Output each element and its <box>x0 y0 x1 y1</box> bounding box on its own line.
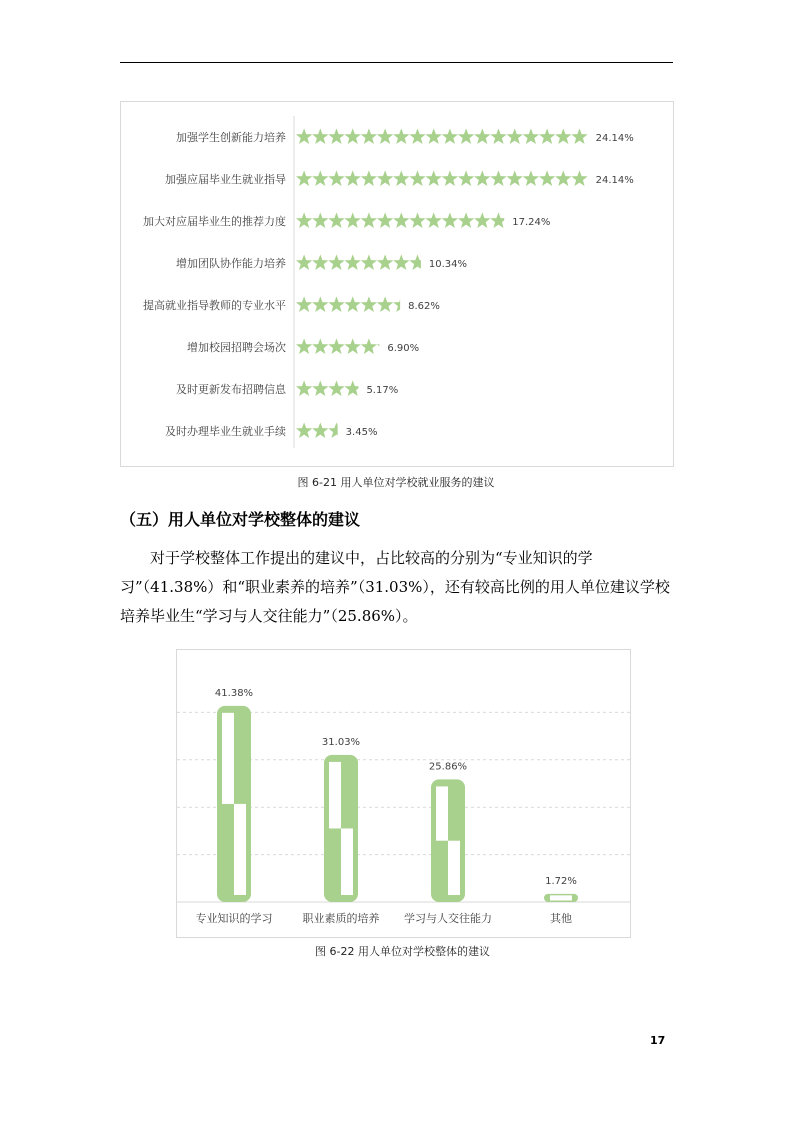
figure1-star-icon <box>458 128 474 144</box>
figure1-data-label: 8.62% <box>408 301 440 312</box>
page-number: 17 <box>650 1034 666 1047</box>
figure1-category-label: 增加团队协作能力培养 <box>176 257 286 270</box>
figure1-category-label: 及时更新发布招聘信息 <box>176 383 286 396</box>
figure2-category-label: 专业知识的学习 <box>195 912 273 925</box>
figure1-bar <box>296 212 507 228</box>
figure1-data-label: 5.17% <box>366 385 399 396</box>
figure1-star-icon <box>328 380 344 396</box>
figure1-star-icon <box>361 170 377 186</box>
figure1-star-icon <box>345 380 361 396</box>
figure1-category-label: 加大对应届毕业生的推荐力度 <box>143 215 286 228</box>
figure1-star-icon <box>426 170 442 186</box>
figure1-bar <box>296 338 393 354</box>
figure1-star-icon <box>377 128 393 144</box>
figure1-category-label: 加强学生创新能力培养 <box>176 131 286 144</box>
figure1-star-icon <box>328 254 344 270</box>
figure1-star-icon <box>377 254 393 270</box>
figure1-category-label: 提高就业指导教师的专业水平 <box>143 299 286 312</box>
figure1-data-label: 6.90% <box>387 343 420 354</box>
figure1-star-icon <box>312 170 328 186</box>
figure1-star-icon <box>507 170 523 186</box>
figure1-star-icon <box>426 212 442 228</box>
figure1-star-icon <box>296 296 312 312</box>
figure1-star-icon <box>571 170 587 186</box>
figure1-star-icon <box>393 128 409 144</box>
figure2-category-label: 学习与人交往能力 <box>404 912 492 925</box>
figure1-star-icon <box>345 254 361 270</box>
figure1-star-icon <box>377 296 393 312</box>
figure1-star-icon <box>474 212 490 228</box>
figure1-star-icon <box>458 170 474 186</box>
figure1-star-icon <box>571 128 587 144</box>
figure1-star-icon <box>296 170 312 186</box>
section-heading: （五）用人单位对学校整体的建议 <box>120 510 361 529</box>
figure1-category-label: 及时办理毕业生就业手续 <box>165 425 286 438</box>
section-paragraph <box>120 544 675 631</box>
figure1-data-label: 17.24% <box>512 217 551 228</box>
figure1-star-icon <box>377 212 393 228</box>
figure1-star-icon <box>442 212 458 228</box>
figure2-bar <box>217 706 251 902</box>
figure1-star-icon <box>409 128 425 144</box>
figure1-star-icon <box>296 128 312 144</box>
figure1-star-icon <box>555 170 571 186</box>
figure1-star-icon <box>312 296 328 312</box>
figure1-star-icon <box>345 338 361 354</box>
figure1-star-icon <box>296 338 312 354</box>
figure1-star-icon <box>296 380 312 396</box>
figure1-star-icon <box>393 254 409 270</box>
figure1-star-icon <box>312 254 328 270</box>
figure1-star-icon <box>296 254 312 270</box>
figure1-star-icon <box>328 338 344 354</box>
figure1-star-icon <box>490 170 506 186</box>
figure1-star-icon <box>328 296 344 312</box>
figure1-bar <box>296 254 426 270</box>
figure1-star-icon <box>474 170 490 186</box>
figure1-star-icon <box>523 170 539 186</box>
figure2-data-label: 41.38% <box>214 687 254 699</box>
header-rule <box>120 62 673 63</box>
figure2-data-label: 25.86% <box>428 761 468 773</box>
figure1-star-icon <box>507 128 523 144</box>
figure1-star-icon <box>328 422 344 438</box>
figure1-star-icon <box>409 254 425 270</box>
figure1-chart <box>121 102 673 466</box>
figure1-star-icon <box>312 128 328 144</box>
figure1-caption: 图 6-21 用人单位对学校就业服务的建议 <box>297 476 495 489</box>
figure2-chart <box>177 650 630 937</box>
figure1-star-icon <box>490 212 506 228</box>
figure1-star-icon <box>458 212 474 228</box>
figure1-star-icon <box>393 170 409 186</box>
figure1-star-icon <box>312 338 328 354</box>
figure1-star-icon <box>328 128 344 144</box>
figure1-bar <box>296 380 361 396</box>
figure2-bar <box>324 755 358 902</box>
figure1-star-icon <box>296 422 312 438</box>
figure1-star-icon <box>539 170 555 186</box>
figure1-star-icon <box>361 338 377 354</box>
figure1-bar <box>296 128 588 144</box>
figure1-star-icon <box>442 170 458 186</box>
figure1-star-icon <box>361 254 377 270</box>
figure1-star-icon <box>345 170 361 186</box>
figure1-star-icon <box>361 296 377 312</box>
figure1-star-icon <box>393 212 409 228</box>
figure1-star-icon <box>490 128 506 144</box>
figure1-star-icon <box>555 128 571 144</box>
figure1-star-icon <box>361 212 377 228</box>
figure1-data-label: 3.45% <box>345 427 378 438</box>
figure1-star-icon <box>312 380 328 396</box>
figure1-star-icon <box>345 212 361 228</box>
figure1-star-icon <box>345 128 361 144</box>
figure1-star-icon <box>328 212 344 228</box>
figure1-star-icon <box>474 128 490 144</box>
figure1-star-icon <box>409 212 425 228</box>
figure1-data-label: 24.14% <box>595 133 634 144</box>
figure1-star-icon <box>523 128 539 144</box>
figure2-bar <box>544 894 578 902</box>
figure2-data-label: 31.03% <box>321 736 361 748</box>
figure1-frame <box>120 101 674 467</box>
figure1-star-icon <box>361 128 377 144</box>
figure1-bar <box>296 422 345 438</box>
figure2-bar <box>431 779 465 902</box>
figure2-category-label: 其他 <box>550 912 572 925</box>
figure1-star-icon <box>393 296 409 312</box>
figure1-star-icon <box>442 128 458 144</box>
figure1-category-label: 增加校园招聘会场次 <box>187 341 286 354</box>
figure1-star-icon <box>312 422 328 438</box>
figure1-bar <box>296 170 588 186</box>
figure1-data-label: 24.14% <box>595 175 634 186</box>
figure1-star-icon <box>328 170 344 186</box>
figure1-star-icon <box>539 128 555 144</box>
figure1-star-icon <box>345 296 361 312</box>
paragraph-text: 对于学校整体工作提出的建议中，占比较高的分别为“专业知识的学习”（41.38%）和“职业素养的培养”（31.03%），还有较高比例的用人单位建议学校培养毕业生“学习与人交往能力”（25.86%）。 <box>120 549 670 625</box>
figure1-star-icon <box>377 170 393 186</box>
figure2-category-label: 职业素质的培养 <box>302 912 380 925</box>
figure1-star-icon <box>426 128 442 144</box>
figure1-star-icon <box>312 212 328 228</box>
figure1-star-icon <box>296 212 312 228</box>
figure1-star-icon <box>409 170 425 186</box>
figure2-data-label: 1.72% <box>545 875 577 887</box>
figure1-bar <box>296 296 410 312</box>
figure1-data-label: 10.34% <box>428 259 468 270</box>
figure2-frame <box>176 649 631 938</box>
figure1-category-label: 加强应届毕业生就业指导 <box>165 173 286 186</box>
figure2-caption: 图 6-22 用人单位对学校整体的建议 <box>315 945 490 958</box>
